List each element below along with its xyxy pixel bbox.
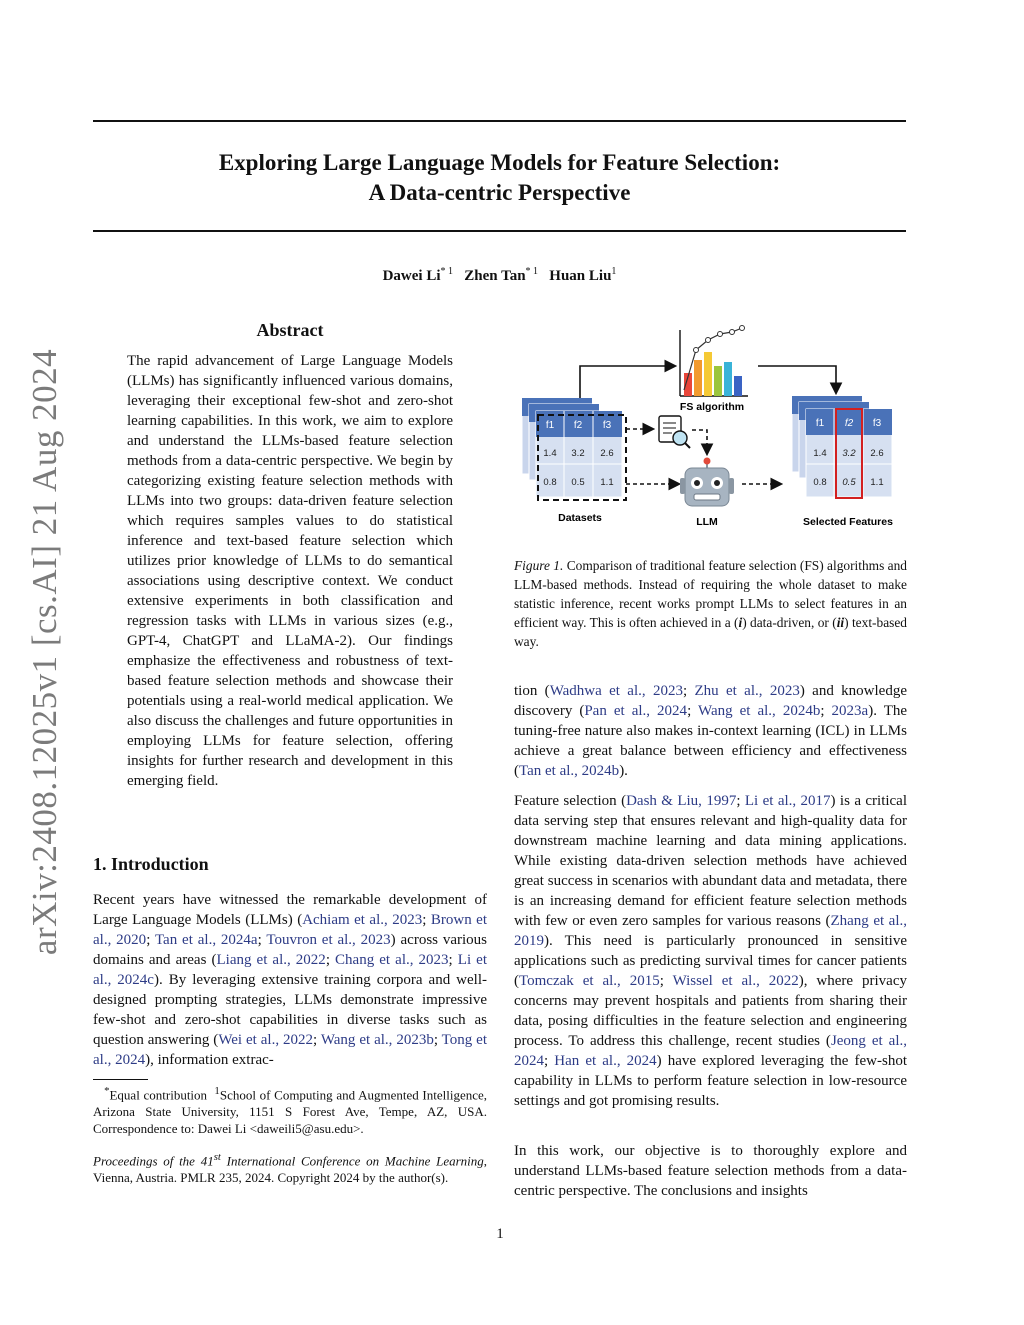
author-mark: 1 bbox=[611, 266, 617, 277]
citation-link[interactable]: Han et al., 2024 bbox=[554, 1053, 657, 1069]
page-number: 1 bbox=[496, 1226, 504, 1242]
citation-link[interactable]: Tan et al., 2024a bbox=[154, 932, 258, 948]
citation-link[interactable]: Wei et al., 2022 bbox=[218, 1032, 313, 1048]
dataset-value-cell: 3.2 bbox=[571, 448, 585, 459]
dataset-value-cell: 1.4 bbox=[543, 448, 557, 459]
citation-link[interactable]: Jeong et al., 2024 bbox=[514, 1033, 907, 1069]
selected-header-cell: f2 bbox=[844, 418, 854, 429]
citation-link[interactable]: Wissel et al., 2022 bbox=[672, 973, 799, 989]
fs-algorithm-chart-icon bbox=[680, 326, 748, 397]
citation-link[interactable]: Tomczak et al., 2015 bbox=[519, 973, 660, 989]
datasets-label: Datasets bbox=[558, 512, 602, 524]
citation-link[interactable]: Wang et al., 2024b bbox=[697, 703, 821, 719]
author-name: Huan Liu bbox=[549, 268, 612, 284]
citation-link[interactable]: Dash & Liu, 1997 bbox=[626, 793, 737, 809]
dataset-header-cell: f1 bbox=[545, 420, 555, 431]
citation-link[interactable]: Tong et al., 2024 bbox=[93, 1032, 487, 1068]
citation-link[interactable]: Touvron et al., 2023 bbox=[266, 932, 391, 948]
author-mark: * 1 bbox=[525, 266, 539, 277]
citation-link[interactable]: Zhang et al., 2019 bbox=[514, 913, 907, 949]
selected-features-table-stack bbox=[792, 396, 892, 498]
section-heading-introduction: 1. Introduction bbox=[93, 854, 209, 874]
citation-link[interactable]: Chang et al., 2023 bbox=[335, 952, 449, 968]
dataset-value-cell: 0.5 bbox=[571, 477, 585, 488]
llm-label: LLM bbox=[696, 516, 718, 528]
title-line-1: Exploring Large Language Models for Feature Selection: bbox=[218, 150, 781, 175]
citation-link[interactable]: Liang et al., 2022 bbox=[216, 952, 326, 968]
right-paragraph-1: tion (Wadhwa et al., 2023; Zhu et al., 2023) and knowledge discovery (Pan et al., 2024; Wang et al., 2024b; 2023a). The tuning-free nature also makes in-context learning (ICL) in LLMs achieve a great balance between efficiency and effectiveness (Tan et al., 2024b). bbox=[514, 683, 908, 779]
caption-label: Figure 1. bbox=[514, 558, 564, 573]
citation-link[interactable]: Pan et al., 2024 bbox=[584, 703, 688, 719]
citation-link[interactable]: 2023a bbox=[831, 703, 869, 719]
title-line-2: A Data-centric Perspective bbox=[368, 180, 631, 205]
dataset-table-stack bbox=[522, 398, 626, 500]
author-list bbox=[93, 266, 906, 285]
citation-link[interactable]: Achiam et al., 2023 bbox=[302, 912, 423, 928]
citation-link[interactable]: Li et al., 2017 bbox=[744, 793, 831, 809]
abstract-heading: Abstract bbox=[256, 320, 324, 340]
dataset-value-cell: 1.1 bbox=[600, 477, 614, 488]
selected-value-cell: 1.1 bbox=[870, 477, 884, 488]
selected-value-cell: 0.5 bbox=[842, 477, 856, 488]
citation-link[interactable]: Wang et al., 2023b bbox=[320, 1032, 434, 1048]
title-top-rule bbox=[93, 120, 906, 122]
dashed-arrow-to-llm bbox=[692, 430, 707, 453]
dataset-header-cell: f2 bbox=[573, 420, 583, 431]
selected-header-cell: f3 bbox=[872, 418, 882, 429]
citation-link[interactable]: Zhu et al., 2023 bbox=[694, 683, 800, 699]
selected-value-cell: 1.4 bbox=[813, 448, 827, 459]
selected-value-cell: 2.6 bbox=[870, 448, 884, 459]
footnote-rule bbox=[93, 1079, 148, 1080]
selected-value-cell: 3.2 bbox=[842, 448, 856, 459]
document-search-icon bbox=[659, 416, 690, 448]
right-paragraph-3: In this work, our objective is to thoroughly explore and understand LLMs-based feature selection methods from a data-centric perspective. The conclusions and insights bbox=[514, 1143, 907, 1199]
fs-algorithm-label: FS algorithm bbox=[679, 401, 745, 413]
author-mark: * 1 bbox=[440, 266, 453, 277]
citation-link[interactable]: Tan et al., 2024b bbox=[519, 763, 620, 779]
dataset-value-cell: 0.8 bbox=[543, 477, 557, 488]
arrow-to-fs bbox=[580, 366, 674, 398]
dataset-value-cell: 2.6 bbox=[600, 448, 614, 459]
citation-link[interactable]: Brown et al., 2020 bbox=[93, 912, 487, 948]
abstract-body: The rapid advancement of Large Language Models (LLMs) has significantly influenced various domains, leveraging their exceptional few-shot and zero-shot learning capabilities. In this work, we aim to explore and understand the LLMs-based feature selection methods from a data-centric perspective. We begin by categorizing existing feature selection methods with LLMs into two groups: data-driven feature selection which requires samples values to do statistical inference and text-based feature selection which utilizes prior knowledge of LLMs to do semantical associations using descriptive context. We conduct extensive experiments in both classification and regression tasks with LLMs in various sizes (e.g., GPT-4, ChatGPT and LLaMA-2). Our findings emphasize the effectiveness and robustness of text-based feature selection methods and showcase their potentials using a real-world medical application. We also discuss the challenges and future opportunities in employing LLMs for feature selection, offering insights for further research and development in this emerging field. bbox=[127, 353, 453, 789]
figure-1-caption: Figure 1. Comparison of traditional feature selection (FS) algorithms and LLM-based methods. Instead of requiring the whole dataset to make statistic inference, recent works prompt LLMs to select features in an efficient way. This is often achieved in a (i) data-driven, or (ii) text-based way. bbox=[514, 558, 907, 649]
dataset-header-cell: f3 bbox=[602, 420, 612, 431]
selected-header-cell: f1 bbox=[815, 418, 825, 429]
author-name: Dawei Li bbox=[382, 268, 441, 284]
robot-icon bbox=[680, 458, 734, 507]
figure-1-diagram bbox=[514, 318, 907, 534]
arrow-fs-to-selected bbox=[758, 366, 836, 392]
selected-features-label: Selected Features bbox=[803, 516, 893, 528]
selected-value-cell: 0.8 bbox=[813, 477, 827, 488]
right-paragraph-2: Feature selection (Dash & Liu, 1997; Li et al., 2017) is a critical data serving step that ensures relevant and high-quality data for downstream machine learning and data mining applications. While existing data-driven selection methods have achieved great success in scenarios with abundant data and metadata, there is an increasing demand for efficient feature selection methods with few or even zero samples for various reasons (Zhang et al., 2019). This need is particularly pronounced in sensitive applications such as predicting survival times for cancer patients (Tomczak et al., 2015; Wissel et al., 2022), where privacy concerns may prevent hospitals and patients from sharing their data, posing difficulties in the feature selection and engineering process. To address this challenge, recent studies (Jeong et al., 2024; Han et al., 2024) have explored leveraging the few-shot capability in LLMs to perform feature selection in low-resource settings and got promising results. bbox=[514, 793, 908, 1109]
citation-link[interactable]: Li et al., 2024c bbox=[93, 952, 487, 988]
author-name: Zhen Tan bbox=[464, 268, 526, 284]
paper-title bbox=[93, 148, 906, 208]
footnote-proceedings: Proceedings of the 41st International Conference on Machine Learning, Vienna, Austria. PMLR 235, 2024. Copyright 2024 by the author(s). bbox=[93, 1151, 488, 1186]
intro-paragraph: Recent years have witnessed the remarkable development of Large Language Models (LLMs) (Achiam et al., 2023; Brown et al., 2020; Tan et al., 2024a; Touvron et al., 2023) across various domains and areas (Liang et al., 2022; Chang et al., 2023; Li et al., 2024c). By leveraging extensive training corpora and well-designed prompting strategies, LLMs demonstrate impressive few-shot and zero-shot capabilities in diverse tasks such as question answering (Wei et al., 2022; Wang et al., 2023b; Tong et al., 2024), information extrac- bbox=[93, 892, 487, 1068]
arxiv-identifier: arXiv:2408.12025v1 [cs.AI] 21 Aug 2024 bbox=[25, 348, 64, 956]
citation-link[interactable]: Wadhwa et al., 2023 bbox=[549, 683, 683, 699]
footnote-affiliation: *Equal contribution $^1$School of Computing and Augmented Intelligence, Arizona State University, 1151 S Forest Ave, Tempe, AZ, USA. Correspondence to: Dawei Li <daweili5@asu.edu>. bbox=[93, 1085, 488, 1137]
title-bottom-rule bbox=[93, 230, 906, 232]
